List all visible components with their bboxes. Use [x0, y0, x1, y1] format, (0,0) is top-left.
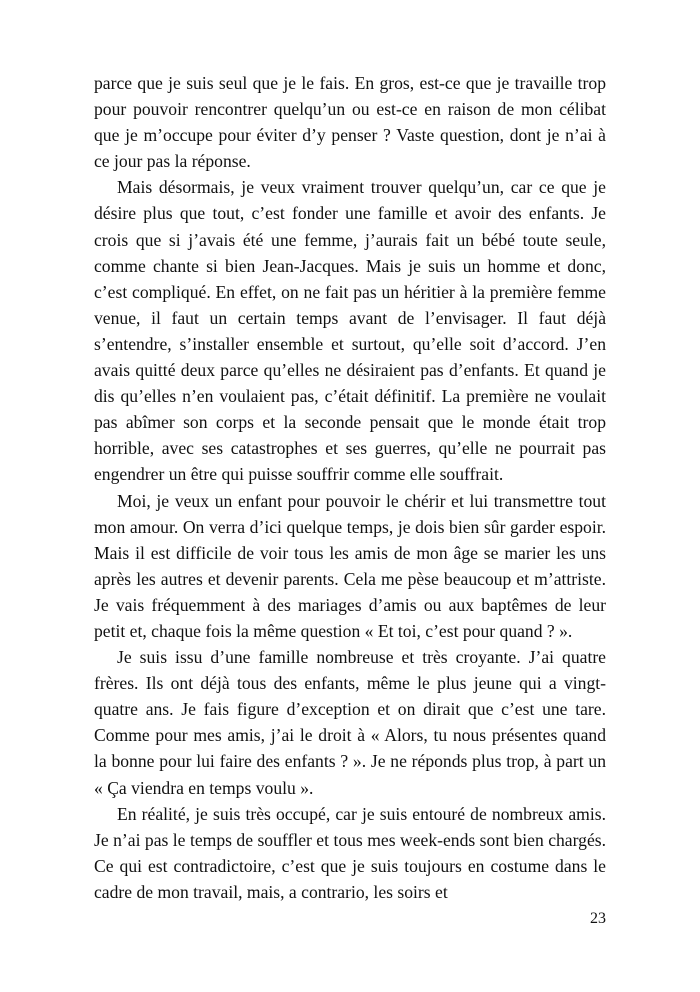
body-text [94, 70, 606, 905]
page-number: 23 [590, 910, 606, 927]
paragraph-3: Moi, je veux un enfant pour pouvoir le chérir et lui transmettre tout mon amour. On verra d’ici quelque temps, je dois bien sûr garder espoir. Mais il est difficile de voir tous les amis de mon âge se marier les uns après les autres et devenir parents. Cela me pèse beaucoup et m’attriste. Je vais fréquemment à des mariages d’amis ou aux baptêmes de leur petit et, chaque fois la même question « Et toi, c’est pour quand ? ». [94, 490, 606, 641]
paragraph-2: Mais désormais, je veux vraiment trouver quelqu’un, car ce que je désire plus que tout, c’est fonder une famille et avoir des enfants. Je crois que si j’avais été une femme, j’aurais fait un bébé toute seule, comme chante si bien Jean-Jacques. Mais je suis un homme et donc, c’est compliqué. En effet, on ne fait pas un héritier à la première femme venue, il faut un certain temps avant de l’envisager. Il faut déjà s’entendre, s’installer ensemble et surtout, qu’elle soit d’accord. J’en avais quitté deux parce qu’elles ne désiraient pas d’enfants. Et quand je dis qu’elles n’en voulaient pas, c’était définitif. La première ne voulait pas abîmer son corps et la seconde pensait que le monde était trop horrible, avec ses catastrophes et ses guerres, qu’elle ne pourrait pas engendrer un être qui puisse souffrir comme elle souffrait. [94, 177, 606, 485]
paragraph-5: En réalité, je suis très occupé, car je suis entouré de nombreux amis. Je n’ai pas le temps de souffler et tous mes week-ends sont bien chargés. Ce qui est contradictoire, c’est que je suis toujours en costume dans le cadre de mon travail, mais, a contrario, les soirs et [94, 803, 606, 902]
paragraph-4: Je suis issu d’une famille nombreuse et très croyante. J’ai quatre frères. Ils ont déjà tous des enfants, même le plus jeune qui a vingt-quatre ans. Je fais figure d’exception et on dirait que c’est une tare. Comme pour mes amis, j’ai le droit à « Alors, tu nous présentes quand la bonne pour lui faire des enfants ? ». Je ne réponds plus trop, à part un « Ça viendra en temps voulu ». [94, 647, 606, 798]
paragraph-1: parce que je suis seul que je le fais. En gros, est-ce que je travaille trop pour pouvoir rencontrer quelqu’un ou est-ce en raison de mon célibat que je m’occupe pour éviter d’y penser ? Vaste question, dont je n’ai à ce jour pas la réponse. [94, 73, 606, 172]
